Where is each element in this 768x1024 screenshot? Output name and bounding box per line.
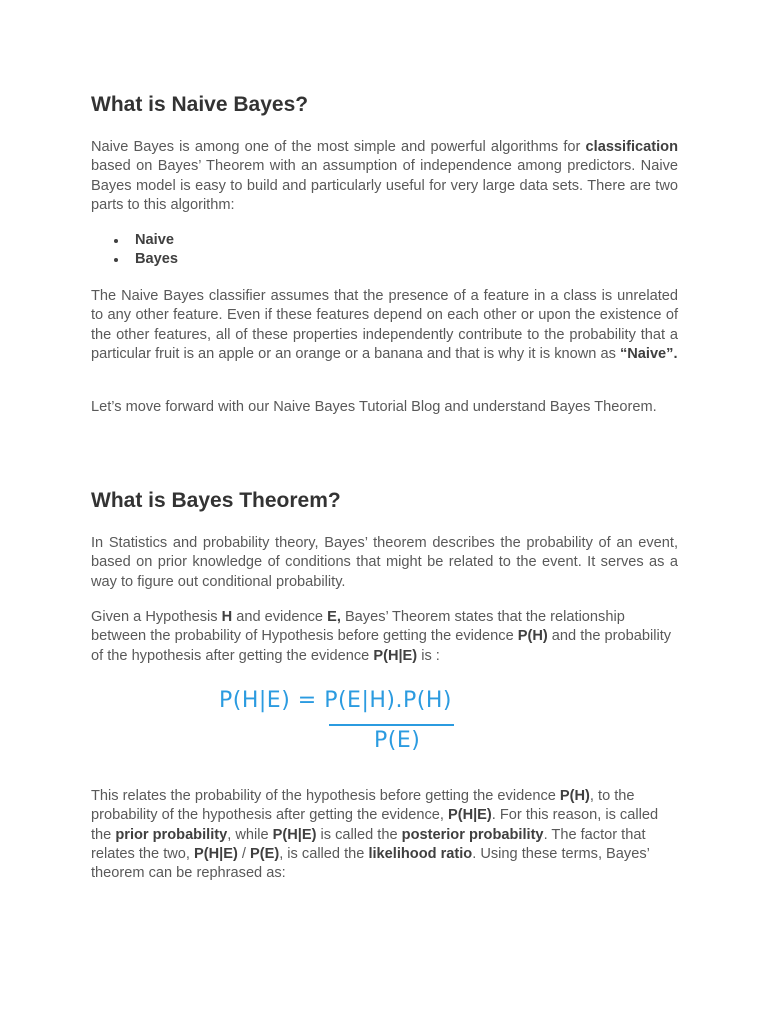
paragraph-classifier: The Naive Bayes classifier assumes that the presence of a feature in a class is unrelated to any other feature. Even if these features depend on each other or upon the existence of the other features, all of these properties independently contribute to the probability that a particular fruit is an apple or an orange or a banana and that is why it is known as “Naive”. xyxy=(91,288,678,362)
list-item-bayes: Bayes xyxy=(91,250,678,269)
formula-denominator: P(E) xyxy=(374,728,421,753)
heading-what-is-naive-bayes: What is Naive Bayes? xyxy=(91,93,309,116)
paragraph-hypothesis: Given a Hypothesis H and evidence E, Bayes’ Theorem states that the relationship between the probability of Hypothesis before getting the evidence P(H) and the probability of the hypothesis after getting the evidence P(H|E) is : xyxy=(91,609,672,664)
paragraph-statistics: In Statistics and probability theory, Bayes’ theorem describes the probability of an event, based on prior knowledge of conditions that might be related to the event. It serves as a way to figure out conditional probability. xyxy=(91,535,678,590)
parts-list xyxy=(91,231,678,270)
formula-numerator: P(H|E) = P(E|H).P(H) xyxy=(219,688,452,713)
formula-fraction-bar xyxy=(329,724,454,726)
paragraph-move-forward: Let’s move forward with our Naive Bayes Tutorial Blog and understand Bayes Theorem. xyxy=(91,399,657,415)
bayes-formula xyxy=(219,686,469,761)
list-item-naive: Naive xyxy=(91,231,678,250)
paragraph-intro: Naive Bayes is among one of the most simple and powerful algorithms for classification based on Bayes’ Theorem with an assumption of independence among predictors. Naive Bayes model is easy to build and particularly useful for very large data sets. There are two parts to this algorithm: xyxy=(91,139,678,213)
paragraph-relates: This relates the probability of the hypothesis before getting the evidence P(H), to the probability of the hypothesis after getting the evidence, P(H|E). For this reason, is called the prior probability, while P(H|E) is called the posterior probability. The factor that relates the two, P(H|E) / P(E), is called the likelihood ratio. Using these terms, Bayes’ theorem can be rephrased as: xyxy=(91,788,659,882)
heading-what-is-bayes-theorem: What is Bayes Theorem? xyxy=(91,489,341,512)
